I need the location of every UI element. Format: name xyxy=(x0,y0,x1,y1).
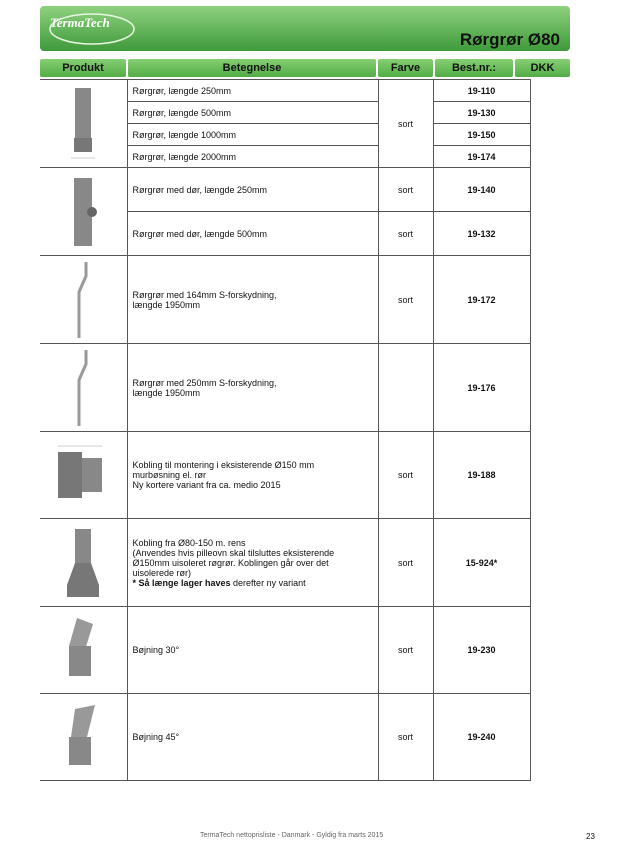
product-description xyxy=(127,256,378,344)
table-row xyxy=(40,344,530,432)
color-cell: sort xyxy=(378,607,433,694)
description-line: Kobling til montering i eksisterende Ø150 mm xyxy=(132,460,315,470)
product-description xyxy=(127,519,378,607)
product-description xyxy=(127,607,378,694)
color-cell xyxy=(378,344,433,432)
order-number: 19-240 xyxy=(433,694,530,781)
table-row xyxy=(40,432,530,519)
straight-pipe-icon xyxy=(40,80,127,168)
table-row xyxy=(40,519,530,607)
order-number: 19-150 xyxy=(433,124,530,146)
order-number: 19-176 xyxy=(433,344,530,432)
description-line: (Anvendes hvis pilleovn skal tilsluttes eksisterende xyxy=(132,547,335,558)
stock-note-rest: derefter ny variant xyxy=(230,577,306,588)
stock-note xyxy=(133,578,373,588)
description-line: Ny kortere variant fra ca. medio 2015 xyxy=(132,480,281,490)
coupling-icon xyxy=(40,432,127,519)
description-line: Kobling fra Ø80-150 m. rens xyxy=(132,537,246,548)
page-title: Rørgrør Ø80 xyxy=(459,30,560,49)
order-number: 19-188 xyxy=(433,432,530,519)
pipe-with-door-icon xyxy=(40,168,127,256)
description-line: Bøjning 30° xyxy=(132,645,180,655)
order-number: 19-174 xyxy=(433,146,530,168)
description-line: murbøsning el. rør xyxy=(132,470,207,480)
color-cell: sort xyxy=(378,168,433,212)
order-number: 19-140 xyxy=(433,168,530,212)
table-row xyxy=(40,607,530,694)
bend-45-icon xyxy=(40,694,127,781)
order-number: 19-110 xyxy=(433,80,530,102)
column-header-produkt: Produkt xyxy=(40,59,126,77)
description-line: Rørgrør, længde 250mm xyxy=(132,85,232,96)
stock-note-bold: * Så længe lager haves xyxy=(132,577,231,588)
table-row xyxy=(40,80,530,102)
product-description xyxy=(127,344,378,432)
description-line: Rørgrør med 164mm S-forskydning, xyxy=(132,289,277,300)
product-description xyxy=(127,124,378,146)
description-line: Rørgrør med dør, længde 500mm xyxy=(132,228,268,239)
color-cell: sort xyxy=(378,256,433,344)
color-cell: sort xyxy=(378,694,433,781)
color-cell: sort xyxy=(378,519,433,607)
column-header-dkk: DKK xyxy=(515,59,570,77)
description-line: længde 1950mm xyxy=(132,387,201,398)
description-line: Rørgrør, længde 2000mm xyxy=(132,151,237,162)
product-description xyxy=(127,212,378,256)
page-number: 23 xyxy=(586,832,595,841)
logo-text: TermaTech xyxy=(50,15,110,30)
product-description xyxy=(127,146,378,168)
s-offset-pipe-icon xyxy=(40,256,127,344)
order-number: 19-132 xyxy=(433,212,530,256)
product-description xyxy=(127,432,378,519)
description-line: længde 1950mm xyxy=(132,299,201,310)
order-number: 19-130 xyxy=(433,102,530,124)
order-number: 19-172 xyxy=(433,256,530,344)
column-header-bestnr: Best.nr.: xyxy=(435,59,513,77)
color-cell: sort xyxy=(378,212,433,256)
table-row xyxy=(40,256,530,344)
color-cell: sort xyxy=(378,432,433,519)
s-offset-pipe-icon xyxy=(40,344,127,432)
footer-text: TermaTech nettoprisliste - Danmark - Gyldig fra marts 2015 xyxy=(200,832,384,839)
bend-30-icon xyxy=(40,607,127,694)
product-description xyxy=(127,694,378,781)
description-line: Rørgrør, længde 1000mm xyxy=(132,129,237,140)
product-description xyxy=(127,102,378,124)
product-description xyxy=(127,80,378,102)
order-number: 19-230 xyxy=(433,607,530,694)
table-row xyxy=(40,168,530,212)
description-line: Rørgrør med dør, længde 250mm xyxy=(132,184,268,195)
color-cell: sort xyxy=(378,80,433,168)
product-table xyxy=(40,79,530,781)
column-header-farve: Farve xyxy=(378,59,433,77)
order-number: 15-924* xyxy=(433,519,530,607)
table-row xyxy=(40,694,530,781)
header-banner xyxy=(40,6,570,51)
description-line: Bøjning 45° xyxy=(132,732,180,742)
description-line: Ø150mm uisoleret røgrør. Koblingen går over det xyxy=(132,557,329,568)
product-description xyxy=(127,168,378,212)
reducer-icon xyxy=(40,519,127,607)
description-line: Rørgrør, længde 500mm xyxy=(132,107,232,118)
description-line: uisolerede rør) xyxy=(132,567,192,578)
column-header-betegnelse: Betegnelse xyxy=(128,59,376,77)
description-line: Rørgrør med 250mm S-forskydning, xyxy=(132,377,277,388)
